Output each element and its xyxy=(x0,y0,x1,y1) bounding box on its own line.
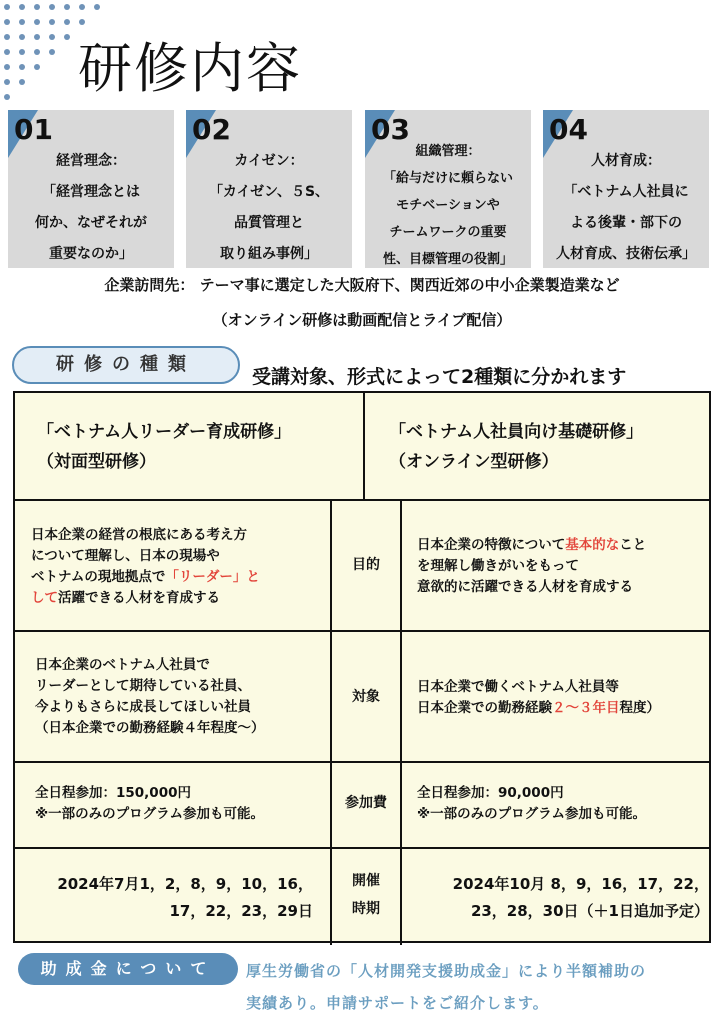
dates-right: 2024年10月 8，9，16，17，22， 23，28，30日（＋1日追加予定） xyxy=(452,875,709,920)
dot xyxy=(19,79,25,85)
row-label-purpose: 目的 xyxy=(352,557,380,573)
card-number: 03 xyxy=(371,113,410,146)
comparison-table xyxy=(13,391,711,943)
dot xyxy=(19,49,25,55)
row-label-dates: 開催 時期 xyxy=(352,873,380,917)
target-right: 日本企業で働くベトナム人社員等 日本企業での勤務経験２〜３年目程度） xyxy=(417,679,660,716)
visit-line-1: 企業訪問先： テーマ事に選定した大阪府下、関西近郊の中小企業製造業など xyxy=(104,276,620,294)
dot xyxy=(34,4,40,10)
dot xyxy=(49,49,55,55)
dot xyxy=(4,79,10,85)
row-label-target: 対象 xyxy=(352,689,380,705)
dot xyxy=(94,4,100,10)
divider xyxy=(15,761,709,763)
dot xyxy=(34,49,40,55)
card-number: 02 xyxy=(192,113,231,146)
dot xyxy=(4,64,10,70)
dot xyxy=(64,34,70,40)
divider xyxy=(15,847,709,849)
purpose-left: 日本企業の経営の根底にある考え方 について理解し、日本の現場や ベトナムの現地拠点で「リーダー」と して活躍できる人材を育成する xyxy=(31,527,260,606)
dot xyxy=(19,34,25,40)
dot xyxy=(64,19,70,25)
dot xyxy=(19,64,25,70)
target-left: 日本企業のベトナム人社員で リーダーとして期待している社員、 今よりもさらに成長してほしい社員 （日本企業での勤務経験４年程度〜） xyxy=(35,657,265,736)
row-label-fee: 参加費 xyxy=(345,795,387,811)
card-text: 経営理念： 「経営理念とは 何か、なぜそれが 重要なのか」 xyxy=(35,153,147,262)
fee-right: 全日程参加：90,000円 ※一部のみのプログラム参加も可能。 xyxy=(417,785,646,822)
grant-line-2: 実績あり。申請サポートをご紹介します。 xyxy=(246,994,549,1012)
topic-card-03 xyxy=(365,110,531,268)
dot xyxy=(49,4,55,10)
left-header: 「ベトナム人リーダー育成研修」 （対面型研修） xyxy=(37,422,292,472)
dot xyxy=(49,34,55,40)
grant-label: 助成金について xyxy=(18,953,238,985)
dot xyxy=(79,19,85,25)
divider xyxy=(15,499,709,501)
dot xyxy=(4,4,10,10)
right-header: 「ベトナム人社員向け基礎研修」 （オンライン型研修） xyxy=(389,422,644,472)
dot xyxy=(34,34,40,40)
fee-left: 全日程参加：150,000円 ※一部のみのプログラム参加も可能。 xyxy=(35,785,264,822)
grant-line-1: 厚生労働省の「人材開発支援助成金」により半額補助の xyxy=(246,962,647,980)
dot xyxy=(4,94,10,100)
purpose-right: 日本企業の特徴について基本的なこと を理解し働きがいをもって 意欲的に活躍できる人材を育成する xyxy=(417,537,647,595)
dot xyxy=(4,49,10,55)
card-number: 01 xyxy=(14,113,53,146)
dot xyxy=(64,4,70,10)
card-text: 人材育成： 「ベトナム人社員に よる後輩・部下の 人材育成、技術伝承」 xyxy=(556,153,696,262)
kinds-label: 研修の種類 xyxy=(12,346,240,384)
dot xyxy=(4,19,10,25)
dot xyxy=(19,4,25,10)
divider xyxy=(15,630,709,632)
dot xyxy=(79,4,85,10)
card-text: カイゼン： 「カイゼン、５S、 品質管理と 取り組み事例」 xyxy=(208,153,330,262)
dot xyxy=(34,19,40,25)
divider xyxy=(363,393,365,499)
card-text: 組織管理： 「給与だけに頼らない モチベーションや チームワークの重要 性、目標管理の役割」 xyxy=(382,144,513,267)
visit-line-2: （オンライン研修は動画配信とライブ配信） xyxy=(212,311,512,329)
dot xyxy=(49,19,55,25)
card-number: 04 xyxy=(549,113,588,146)
page-title: 研修内容 xyxy=(78,37,302,100)
topic-card-02 xyxy=(186,110,352,268)
dot xyxy=(4,34,10,40)
topic-card-04 xyxy=(543,110,709,268)
dot xyxy=(19,19,25,25)
dates-left: 2024年7月1，2，8，9，10，16， 17，22，23，29日 xyxy=(57,875,313,920)
kinds-description: 受講対象、形式によって2種類に分かれます xyxy=(252,366,627,388)
dot xyxy=(34,64,40,70)
topic-card-01 xyxy=(8,110,174,268)
